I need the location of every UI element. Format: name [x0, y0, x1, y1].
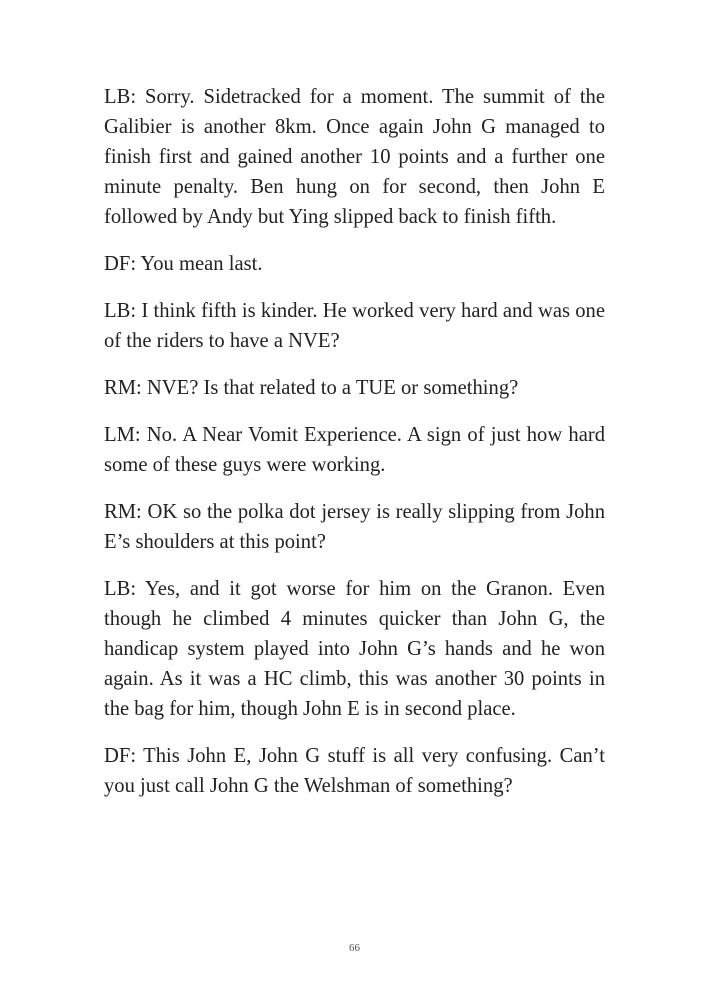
paragraph-2: DF: You mean last. [104, 253, 263, 275]
paragraph-1: LB: Sorry. Sidetracked for a moment. The summit of the Galibier is another 8km. Once again John G managed to finish first and gained another 10 points and a further one minute penalty. Ben hung on for second, then John E followed by Andy but Ying slipped back to finish fifth. [104, 86, 605, 228]
paragraph-3: LB: I think fifth is kinder. He worked very hard and was one of the riders to have a NVE? [104, 300, 605, 352]
paragraph-7: LB: Yes, and it got worse for him on the Granon. Even though he climbed 4 minutes quicker than John G, the handicap system played into John G’s hands and he won again. As it was a HC climb, this was another 30 points in the bag for him, though John E is in second place. [104, 578, 605, 720]
paragraph-6: RM: OK so the polka dot jersey is really slipping from John E’s shoulders at this point? [104, 501, 605, 553]
paragraph-4: RM: NVE? Is that related to a TUE or something? [104, 377, 519, 399]
paragraph-5: LM: No. A Near Vomit Experience. A sign of just how hard some of these guys were working. [104, 424, 605, 476]
body-text [104, 82, 605, 818]
paragraph-8: DF: This John E, John G stuff is all very confusing. Can’t you just call John G the Welshman of something? [104, 745, 605, 797]
page-number: 66 [349, 942, 360, 954]
